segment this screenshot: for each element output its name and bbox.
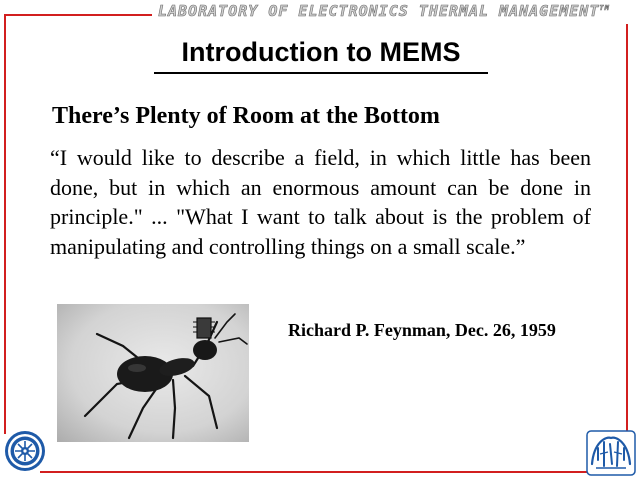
- ant-holding-microchip-photo: [57, 304, 249, 442]
- slide-title: Introduction to MEMS: [181, 37, 461, 67]
- frame-top-border: [4, 14, 152, 16]
- frame-left-border: [4, 14, 6, 434]
- title-underline: [154, 72, 488, 74]
- lab-name: LABORATORY OF ELECTRONICS THERMAL MANAGEMENT: [158, 2, 600, 20]
- feynman-quote: “I would like to describe a field, in which little has been done, but in which an enormous amount can be done in principle." ... "What I want to talk about is the problem of manipulating and controlling things on a small scale.”: [50, 145, 591, 259]
- slide-subtitle: There’s Plenty of Room at the Bottom: [52, 103, 440, 129]
- trademark-mark: TM: [599, 4, 610, 12]
- lab-header: [158, 2, 638, 26]
- frame-right-border: [626, 24, 628, 436]
- quote-attribution: Richard P. Feynman, Dec. 26, 1959: [288, 320, 556, 340]
- frame-bottom-border: [40, 471, 592, 473]
- university-seal-icon: [3, 429, 47, 473]
- university-calligraphy-logo-icon: [586, 430, 636, 476]
